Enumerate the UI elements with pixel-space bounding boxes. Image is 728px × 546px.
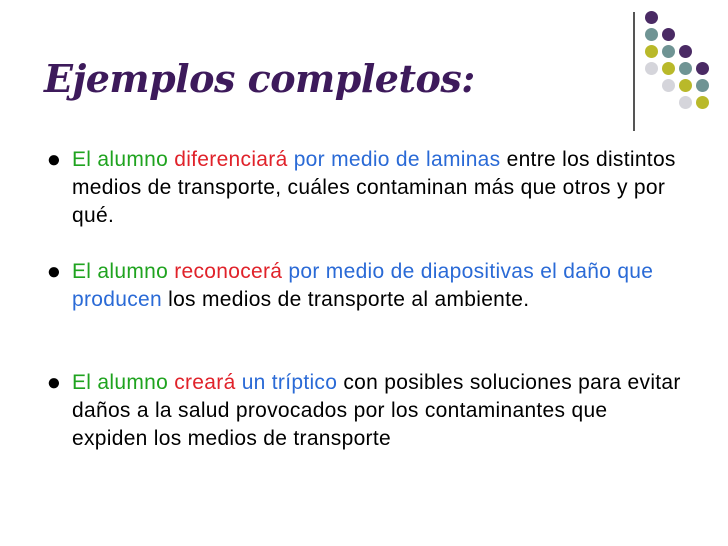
bullet-marker-icon: ● [46, 258, 62, 285]
verb-text: creará [174, 371, 242, 394]
slide-title: Ejemplos completos: [44, 56, 475, 101]
complement-text: entre los distintos medios de transporte, cuáles contaminan más que otros y por qué. [72, 148, 676, 227]
complement-text: los medios de transporte al ambiente. [161, 288, 530, 311]
bullet-marker-icon: ● [46, 369, 62, 396]
subject-text: El alumno [72, 260, 175, 283]
means-text: un tríptico [241, 371, 344, 394]
bullet-text [72, 258, 685, 314]
bullet-text [72, 146, 685, 230]
verb-text: reconocerá [174, 260, 289, 283]
means-text: por medio de laminas [293, 148, 501, 171]
bullet-text [72, 369, 685, 453]
verb-text: diferenciará [174, 148, 294, 171]
complement-text: con posibles soluciones para evitar daños a la salud provocados por los contaminantes que expiden los medios de transporte [72, 371, 681, 450]
subject-text: El alumno [72, 371, 175, 394]
means-text: por medio de diapositivas el daño que producen [72, 260, 654, 311]
bullet-item-2 [45, 258, 685, 314]
bullet-item-1 [45, 146, 685, 230]
subject-text: El alumno [72, 148, 175, 171]
bullet-marker-icon: ● [46, 146, 62, 173]
bullet-item-3 [45, 369, 685, 453]
